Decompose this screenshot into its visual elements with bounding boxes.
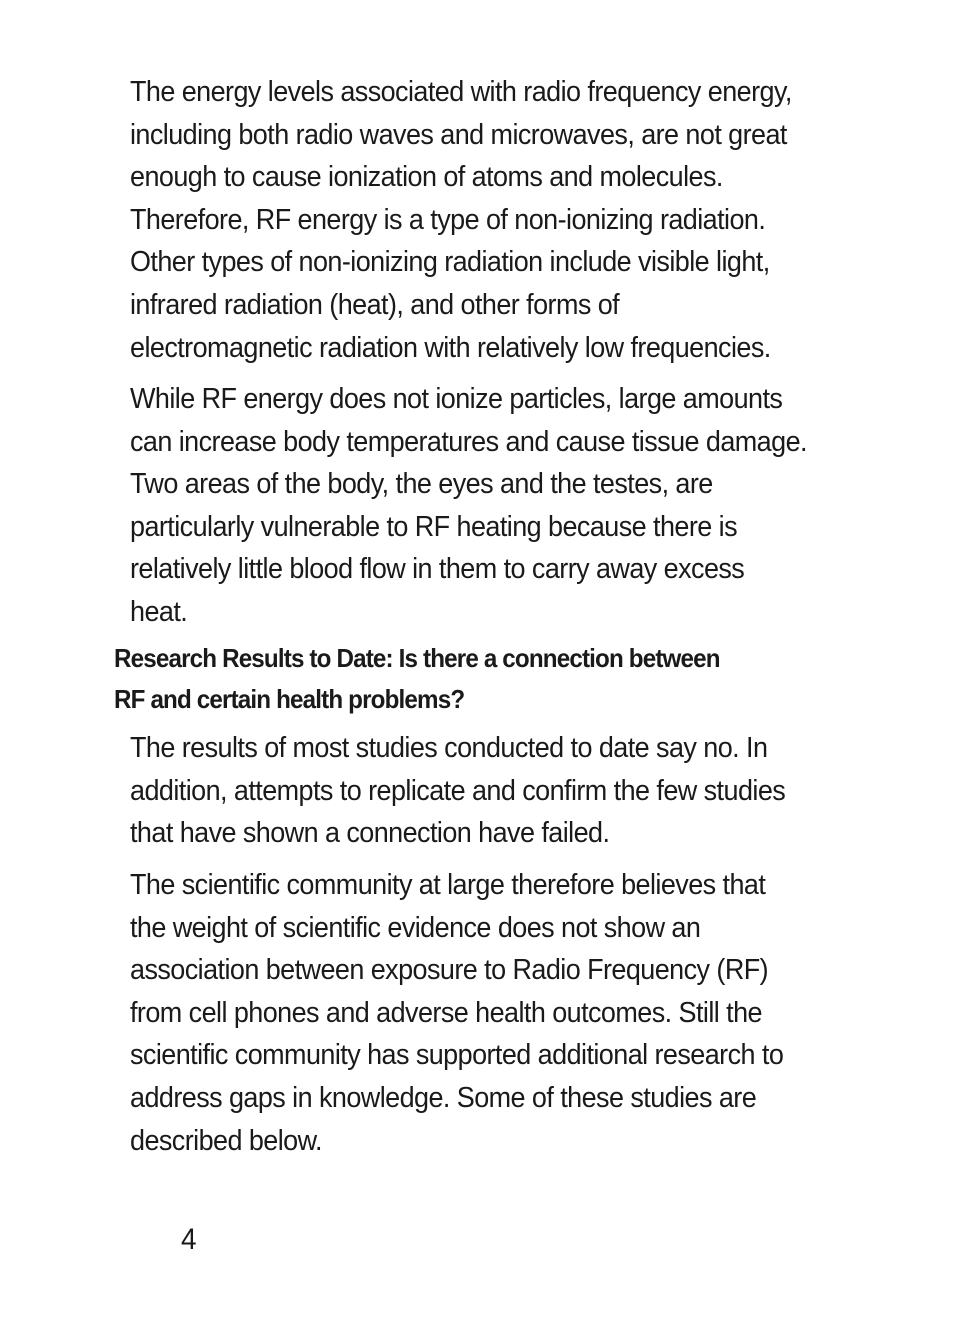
heading-line: Research Results to Date: Is there a connection between <box>114 643 720 673</box>
text-line: the weight of scientific evidence does not show an <box>130 911 701 944</box>
text-line: The results of most studies conducted to date say no. In <box>130 732 768 764</box>
text-line: The scientific community at large therefore believes that <box>130 869 766 901</box>
text-line: association between exposure to Radio Frequency (RF) <box>130 954 769 987</box>
paragraph-study-results <box>130 727 818 855</box>
text-line: enough to cause ionization of atoms and molecules. <box>130 161 723 194</box>
text-line: addition, attempts to replicate and confirm the few studies <box>130 774 786 807</box>
text-line: including both radio waves and microwaves, are not great <box>130 118 787 151</box>
page-number: 4 <box>181 1223 197 1256</box>
text-line: address gaps in knowledge. Some of these studies are <box>130 1081 757 1114</box>
text-line: While RF energy does not ionize particles, large amounts <box>130 383 783 415</box>
text-line: Two areas of the body, the eyes and the testes, are <box>130 468 713 501</box>
text-line: particularly vulnerable to RF heating because there is <box>130 510 738 543</box>
text-line: relatively little blood flow in them to carry away excess <box>130 553 745 586</box>
text-line: Other types of non-ionizing radiation include visible light, <box>130 246 770 279</box>
text-line: that have shown a connection have failed. <box>130 817 610 850</box>
text-line: infrared radiation (heat), and other forms of <box>130 288 620 321</box>
paragraph-ionization <box>130 71 818 369</box>
text-line: Therefore, RF energy is a type of non-ionizing radiation. <box>130 203 766 236</box>
paragraph-scientific-community <box>130 864 818 1162</box>
text-line: heat. <box>130 595 188 628</box>
section-heading <box>114 638 821 720</box>
heading-line: RF and certain health problems? <box>114 684 465 714</box>
text-line: from cell phones and adverse health outcomes. Still the <box>130 996 762 1029</box>
text-line: electromagnetic radiation with relatively low frequencies. <box>130 331 771 364</box>
text-line: scientific community has supported additional research to <box>130 1039 784 1072</box>
text-line: The energy levels associated with radio frequency energy, <box>130 76 792 108</box>
text-line: described below. <box>130 1124 322 1157</box>
paragraph-tissue-damage <box>130 378 818 634</box>
text-line: can increase body temperatures and cause tissue damage. <box>130 425 807 458</box>
